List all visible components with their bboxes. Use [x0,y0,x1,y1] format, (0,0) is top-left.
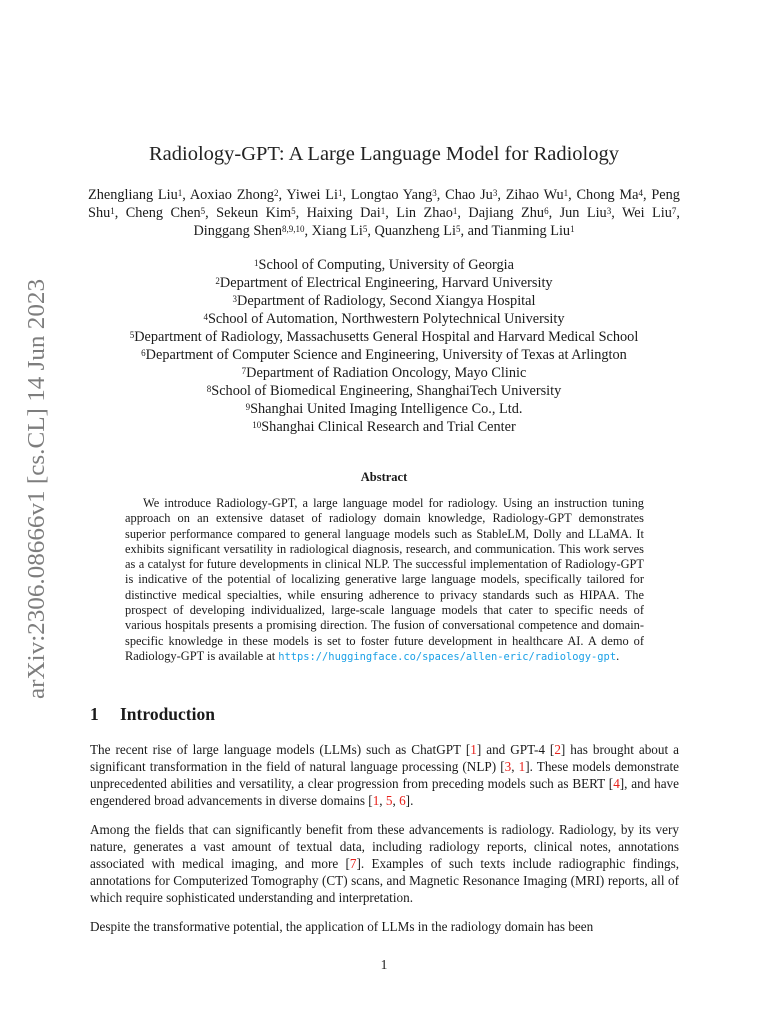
affiliation-line [0,400,768,418]
affiliation-line [0,328,768,346]
author-name: Quanzheng Li$^5$ [374,223,461,239]
affiliation-text: School of Biomedical Engineering, ShanghaiTech University [211,383,562,399]
author-affiliation-mark: 1 [452,206,458,216]
author-affiliation-mark: 2 [274,188,279,198]
citation-link[interactable]: 6 [399,793,406,808]
demo-link[interactable]: https://huggingface.co/spaces/allen-eric/radiology-gpt [278,650,617,663]
author-affiliation-mark: 4 [638,188,643,198]
section-heading [90,704,215,725]
citation-link[interactable]: 1 [470,742,477,757]
author-affiliation-mark: 5 [362,224,368,234]
author-name: Wei Liu$^7$ [621,205,677,221]
author-name: Zihao Wu$^1$ [505,187,569,203]
author-name: Haixing Dai$^1$ [306,205,386,221]
citation-link[interactable]: 3 [504,759,512,774]
author-affiliation-mark: 1 [177,188,183,198]
author-name: Chao Ju$^3$ [445,187,498,203]
affiliation-text: Department of Radiation Oncology, Mayo Clinic [246,365,527,381]
author-name: Zhengliang Liu$^1$ [88,187,183,203]
affiliation-text: Department of Electrical Engineering, Harvard University [219,275,553,291]
abstract-body [125,496,644,665]
abstract-end: . [616,648,620,663]
author-name: Aoxiao Zhong$^2$ [189,187,279,203]
author-name: Xiang Li$^5$ [311,223,368,239]
author-name: Cheng Chen$^5$ [125,205,206,221]
affiliation-mark: 2 [215,276,220,286]
affiliation-line [0,346,768,364]
author-affiliation-mark: 3 [606,206,612,216]
author-affiliation-mark: 6 [544,206,549,216]
author-name: Lin Zhao$^1$ [396,205,458,221]
page-number: 1 [380,957,388,972]
author-affiliation-mark: 1 [563,188,569,198]
affiliation-line [0,310,768,328]
affiliation-line [0,292,768,310]
affiliation-mark: 4 [203,312,208,322]
author-affiliation-mark: 5 [455,224,461,234]
affiliation-text: School of Computing, University of Georgia [258,257,514,273]
affiliation-list [0,256,768,436]
affiliation-mark: 1 [254,258,259,268]
author-name: Yiwei Li$^1$ [286,187,343,203]
author-affiliation-mark: 1 [380,206,386,216]
section-title: Introduction [120,704,215,724]
author-name: Dinggang Shen$^{8,9,10}$ [193,223,305,239]
intro-paragraph-1: The recent rise of large language models (LLMs) such as ChatGPT [1] and GPT-4 [2] has brought about a significant transformation in the field of natural language processing (NLP) [3, 1]. These models demonstrate unprecedented abilities and versatility, a clear progression from preceding models such as BERT [4], and have engendered broad advancements in diverse domains [1, 5, 6]. [90,742,680,808]
citation-link[interactable]: 1 [372,793,380,808]
arxiv-id-text: arXiv:2306.08666v1 [cs.CL] 14 Jun 2023 [24,297,50,699]
affiliation-line [0,256,768,274]
citation-link[interactable]: 4 [613,776,620,791]
affiliation-text: School of Automation, Northwestern Polytechnical University [207,311,565,327]
affiliation-text: Department of Radiology, Second Xiangya Hospital [237,293,536,309]
affiliation-line [0,274,768,292]
affiliation-line [0,418,768,436]
affiliation-mark: 9 [245,402,251,412]
author-affiliation-mark: 1 [110,206,115,216]
author-affiliation-mark: 1 [338,188,343,198]
author-name: Tianming Liu$^1$ [491,223,575,239]
paper-title: Radiology-GPT: A Large Language Model for Radiology [148,143,620,165]
author-affiliation-mark: 1 [570,224,575,234]
abstract-heading: Abstract [360,470,408,484]
author-affiliation-mark: 5 [200,206,206,216]
abstract-text: We introduce Radiology-GPT, a large language model for radiology. Using an instruction tuning approach on an extensive dataset of radiology domain knowledge, Radiology-GPT demonstrates superior performance compared to general language models such as StableLM, Dolly and LLaMA. It exhibits significant versatility in radiological diagnosis, research, and communication. This work serves as a catalyst for future developments in clinical NLP. The successful implementation of Radiology-GPT is indicative of the potential of localizing generative large language models, specifically tailored for distinctive medical specialties, while ensuring adherence to privacy standards such as HIPAA. The prospect of developing individualized, large-scale language models that cater to specific needs of various hospitals presents a promising direction. The fusion of conversational competence and domain-specific knowledge in these models is set to foster future development in healthcare AI. A demo of Radiology-GPT is available at [125,496,644,663]
author-affiliation-mark: 7 [671,206,677,216]
author-name: Longtao Yang$^3$ [350,187,437,203]
citation-link[interactable]: 2 [554,742,561,757]
affiliation-mark: 5 [129,330,135,340]
affiliation-mark: 8 [206,384,212,394]
affiliation-text: Shanghai United Imaging Intelligence Co., Ltd. [250,401,523,417]
affiliation-mark: 6 [141,348,146,358]
author-name: Peng Shu$^1$ [88,187,680,221]
citation-link[interactable]: 7 [349,856,357,871]
affiliation-line [0,364,768,382]
intro-paragraph-2: Among the fields that can significantly benefit from these advancements is radiology. Radiology, by its very nature, generates a vast amount of textual data, including radiology reports, clinical notes, annotations associated with medical imaging, and more [7]. Examples of such texts include radiographic findings, annotations for Computerized Tomography (CT) scans, and Magnetic Resonance Imaging (MRI) reports, all of which require sophisticated understanding and interpretation. [90,822,679,905]
affiliation-mark: 3 [232,294,238,304]
author-affiliation-mark: 5 [291,206,296,216]
affiliation-text: Shanghai Clinical Research and Trial Center [261,419,516,435]
affiliation-mark: 10 [252,420,262,430]
author-list: Zhengliang Liu$^1$, Aoxiao Zhong$^2$, Yiwei Li$^1$, Longtao Yang$^3$, Chao Ju$^3$, Zihao Wu$^1$, Chong Ma$^4$, Peng Shu$^1$, Cheng Chen$^5$, Sekeun Kim$^5$, Haixing Dai$^1$, Lin Zhao$^1$, Dajiang Zhu$^6$, Jun Liu$^3$, Wei Liu$^7$, Dinggang Shen$^{8,9,10}$, Xiang Li$^5$, Quanzheng Li$^5$, and Tianming Liu$^1$ [88,187,680,239]
author-affiliation-mark: 3 [492,188,498,198]
citation-link[interactable]: 5 [385,793,393,808]
author-name: Jun Liu$^3$ [559,205,612,221]
section-number: 1 [90,704,99,724]
citation-link[interactable]: 1 [518,759,526,774]
affiliation-mark: 7 [241,366,247,376]
affiliation-text: Department of Radiology, Massachusetts General Hospital and Harvard Medical School [134,329,639,345]
intro-paragraph-3: Despite the transformative potential, the application of LLMs in the radiology domain has been [90,919,594,934]
author-name: Chong Ma$^4$ [576,187,643,203]
author-affiliation-mark: 3 [432,188,437,198]
author-affiliation-mark: 8,9,10 [282,224,305,234]
affiliation-line [0,382,768,400]
author-name: Dajiang Zhu$^6$ [468,205,549,221]
author-name: Sekeun Kim$^5$ [216,205,296,221]
affiliation-text: Department of Computer Science and Engineering, University of Texas at Arlington [145,347,627,363]
